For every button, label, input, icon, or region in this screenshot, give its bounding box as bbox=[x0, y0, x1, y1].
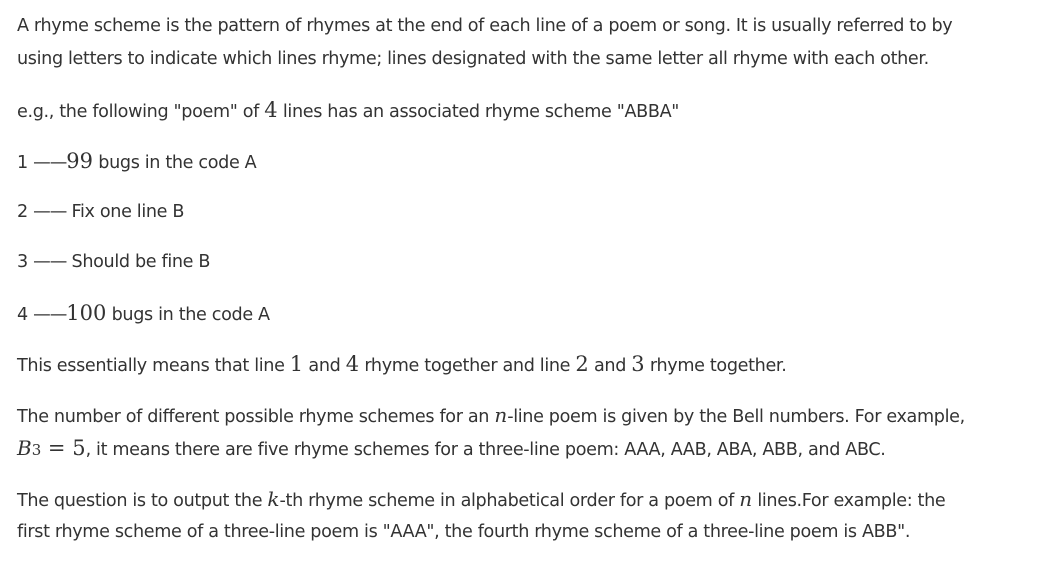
poem-line-number: 2 bbox=[17, 202, 28, 222]
poem-line-dash: —— bbox=[33, 305, 67, 325]
poem-line-1 bbox=[17, 145, 256, 180]
poem-line-math: 99 bbox=[66, 149, 94, 173]
meaning-num-1: 1 bbox=[289, 352, 304, 376]
bell-text-2: -line poem is given by the Bell numbers. For example, bbox=[507, 407, 965, 427]
bell-b-letter: B bbox=[17, 436, 32, 460]
bell-b-subscript: 3 bbox=[31, 441, 42, 459]
poem-line-text: bugs in the code A bbox=[106, 305, 270, 325]
poem-line-text: Fix one line B bbox=[66, 202, 185, 222]
intro-line-2: using letters to indicate which lines rhyme; lines designated with the same letter all rhyme with each other. bbox=[17, 49, 929, 69]
bell-line-2 bbox=[17, 432, 886, 467]
bell-equation: = 5 bbox=[41, 436, 86, 460]
poem-line-dash: —— bbox=[33, 252, 67, 272]
poem-line-number: 4 bbox=[17, 305, 28, 325]
bell-line-1 bbox=[17, 399, 965, 434]
bell-var-n: n bbox=[494, 403, 508, 427]
meaning-num-3: 2 bbox=[575, 352, 589, 376]
example-intro bbox=[17, 94, 679, 129]
poem-line-3 bbox=[17, 246, 210, 279]
question-text-2: -th rhyme scheme in alphabetical order for a poem of bbox=[279, 491, 740, 511]
meaning-paragraph bbox=[17, 348, 786, 383]
meaning-text-4: and bbox=[588, 356, 632, 376]
question-text-3: lines.For example: the bbox=[752, 491, 946, 511]
example-intro-pre: e.g., the following "poem" of bbox=[17, 102, 265, 122]
question-var-n: n bbox=[739, 487, 753, 511]
poem-line-text: Should be fine B bbox=[66, 252, 211, 272]
poem-line-text: bugs in the code A bbox=[93, 153, 257, 173]
poem-line-dash: —— bbox=[33, 153, 67, 173]
meaning-text-3: rhyme together and line bbox=[359, 356, 576, 376]
question-line-1 bbox=[17, 483, 945, 518]
poem-line-number: 1 bbox=[17, 153, 28, 173]
meaning-text-5: rhyme together. bbox=[644, 356, 787, 376]
example-intro-count: 4 bbox=[264, 98, 278, 122]
question-var-k: k bbox=[267, 487, 280, 511]
question-text-1: The question is to output the bbox=[17, 491, 268, 511]
poem-line-math: 100 bbox=[66, 301, 107, 325]
poem-line-4 bbox=[17, 297, 270, 332]
meaning-text-2: and bbox=[303, 356, 346, 376]
meaning-num-2: 4 bbox=[345, 352, 360, 376]
example-intro-post: lines has an associated rhyme scheme "ABBA" bbox=[277, 102, 680, 122]
bell-text-3: , it means there are five rhyme schemes for a three-line poem: AAA, AAB, ABA, ABB, and ABC. bbox=[85, 440, 886, 460]
poem-line-number: 3 bbox=[17, 252, 28, 272]
meaning-num-4: 3 bbox=[631, 352, 645, 376]
question-line-2: first rhyme scheme of a three-line poem is "AAA", the fourth rhyme scheme of a three-line poem is ABB". bbox=[17, 522, 911, 542]
bell-text-1: The number of different possible rhyme schemes for an bbox=[17, 407, 495, 427]
poem-line-2 bbox=[17, 196, 184, 229]
poem-line-dash: —— bbox=[33, 202, 67, 222]
intro-line-1: A rhyme scheme is the pattern of rhymes at the end of each line of a poem or song. It is usually referred to by bbox=[17, 16, 953, 36]
meaning-text-1: This essentially means that line bbox=[17, 356, 290, 376]
